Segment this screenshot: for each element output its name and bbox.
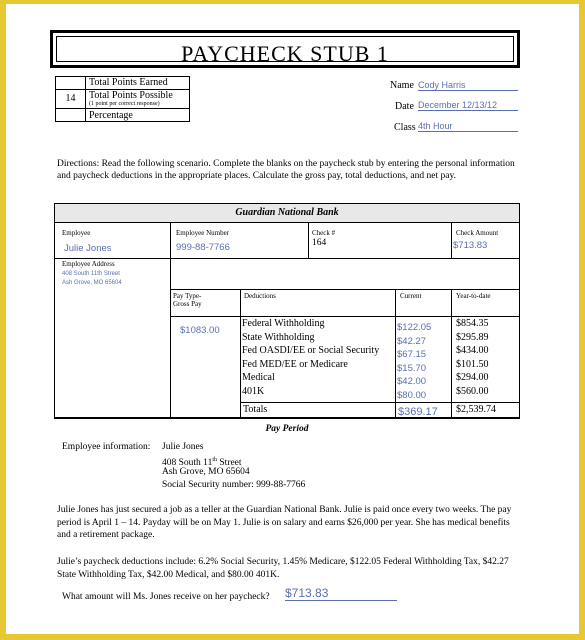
deductions-label: Deductions — [244, 292, 276, 300]
class-field[interactable]: 4th Hour — [418, 121, 518, 132]
total-points-earned-label: Total Points Earned — [86, 77, 190, 90]
total-points-possible-label: Total Points Possible — [89, 89, 173, 101]
date-label: Date — [395, 101, 414, 112]
pay-period-label: Pay Period — [265, 424, 309, 434]
address-label: Employee Address — [62, 260, 115, 268]
deduction-name-5: Medical — [242, 372, 275, 383]
deduction-name-6: 401K — [242, 385, 265, 397]
deduction-ytd-5: $294.00 — [456, 372, 489, 383]
stub-col-5 — [395, 289, 396, 418]
current-label: Current — [400, 292, 422, 300]
scenario-paragraph: Julie Jones has just secured a job as a teller at the Guardian National Bank. Julie is paid once every two weeks. The pay period is April 1 – 14. Payday will be on May 1. Julie is on salary and earns $26,000 per year. She has medical benefits and a retirement package. — [57, 505, 512, 540]
deduction-ytd-3: $434.00 — [456, 345, 489, 356]
total-points-possible-cell — [86, 89, 190, 109]
deduction-current-6[interactable]: $80.00 — [397, 389, 427, 401]
deduction-current-4[interactable]: $15.70 — [397, 362, 427, 374]
stub-col-2 — [308, 223, 309, 258]
stub-col-6 — [451, 289, 452, 418]
address1-sup: th — [212, 456, 217, 463]
deduction-ytd-2: $295.89 — [456, 331, 489, 343]
question-text: What amount will Ms. Jones receive on her paycheck? — [62, 592, 270, 602]
page-title: PAYCHECK STUB 1 — [181, 41, 389, 66]
deduction-ytd-4: $101.50 — [456, 358, 489, 370]
points-blank-1 — [56, 77, 86, 90]
name-label: Name — [390, 80, 414, 91]
deduction-ytd-1: $854.35 — [456, 318, 489, 329]
stub-col-4 — [240, 289, 241, 418]
stub-divider-5 — [54, 418, 520, 419]
directions-text: Directions: Read the following scenario. Complete the blanks on the paycheck stub by entering the personal information and paycheck deductions in the appropriate places. Calculate the gross pay, total deductions, and net pay. — [57, 159, 515, 181]
employee-value[interactable]: Julie Jones — [64, 243, 112, 254]
employee-info-ssn: Social Security number: 999-88-7766 — [162, 479, 306, 490]
points-table — [55, 76, 190, 122]
stub-col-3 — [451, 223, 452, 258]
percentage-label: Percentage — [86, 109, 190, 122]
deduction-name-2: State Withholding — [242, 331, 315, 343]
stub-col-1 — [170, 223, 171, 418]
employee-info-label: Employee information: — [62, 442, 151, 452]
deduction-ytd-6: $560.00 — [456, 385, 489, 397]
pay-type-label-2: Gross Pay — [173, 300, 202, 308]
deduction-current-3[interactable]: $67.15 — [397, 349, 427, 360]
pay-type-label-1: Pay Type- — [173, 292, 202, 300]
employee-number-label: Employee Number — [176, 229, 230, 237]
check-number-label: Check # — [312, 229, 336, 237]
employee-number-value[interactable]: 999-88-7766 — [176, 242, 230, 253]
date-field[interactable]: December 12/13/12 — [418, 100, 518, 111]
deduction-current-5[interactable]: $42.00 — [397, 376, 427, 387]
check-number-value[interactable]: 164 — [312, 238, 327, 248]
answer-field[interactable]: $713.83 — [285, 586, 397, 601]
deductions-paragraph: Julie’s paycheck deductions include: 6.2% Social Security, 1.45% Medicare, $122.05 Federal Withholding Tax, $42.27 State Withholding Tax, $42.00 Medical, and $80.00 401K. — [57, 557, 509, 580]
deduction-name-4: Fed MED/EE or Medicare — [242, 358, 348, 370]
points-blank-3 — [56, 109, 86, 122]
bank-name: Guardian National Bank — [54, 203, 520, 223]
deduction-name-3: Fed OASDI/EE or Social Security — [242, 345, 380, 356]
address1-end: Street — [217, 457, 242, 468]
check-amount-value[interactable]: $713.83 — [453, 240, 488, 251]
check-amount-label: Check Amount — [456, 229, 499, 237]
name-field[interactable]: Cody Harris — [418, 80, 518, 91]
title-box — [50, 30, 520, 68]
ytd-label: Year-to-date — [456, 292, 491, 300]
points-note: (1 point per correct response) — [89, 100, 160, 107]
address-line2[interactable]: Ash Grove, MO 65604 — [62, 280, 122, 286]
totals-current[interactable]: $369.17 — [398, 406, 438, 418]
totals-label: Totals — [243, 404, 268, 415]
deduction-name-1: Federal Withholding — [242, 318, 325, 329]
stub-divider-1 — [54, 258, 520, 259]
class-label: Class — [394, 122, 416, 133]
deduction-current-2[interactable]: $42.27 — [397, 335, 427, 347]
employee-label: Employee — [62, 229, 91, 237]
deduction-current-1[interactable]: $122.05 — [397, 322, 432, 333]
employee-info-name: Julie Jones — [162, 442, 204, 452]
address-line1[interactable]: 408 South 11th Street — [62, 271, 120, 277]
title-inner-border — [56, 36, 514, 66]
points-score: 14 — [56, 89, 86, 109]
totals-ytd: $2,539.74 — [456, 404, 496, 415]
employee-info-address2: Ash Grove, MO 65604 — [162, 467, 250, 477]
stub-divider-2 — [170, 289, 520, 290]
address1-text: 408 South 11 — [162, 457, 213, 468]
gross-pay-value[interactable]: $1083.00 — [180, 325, 220, 336]
